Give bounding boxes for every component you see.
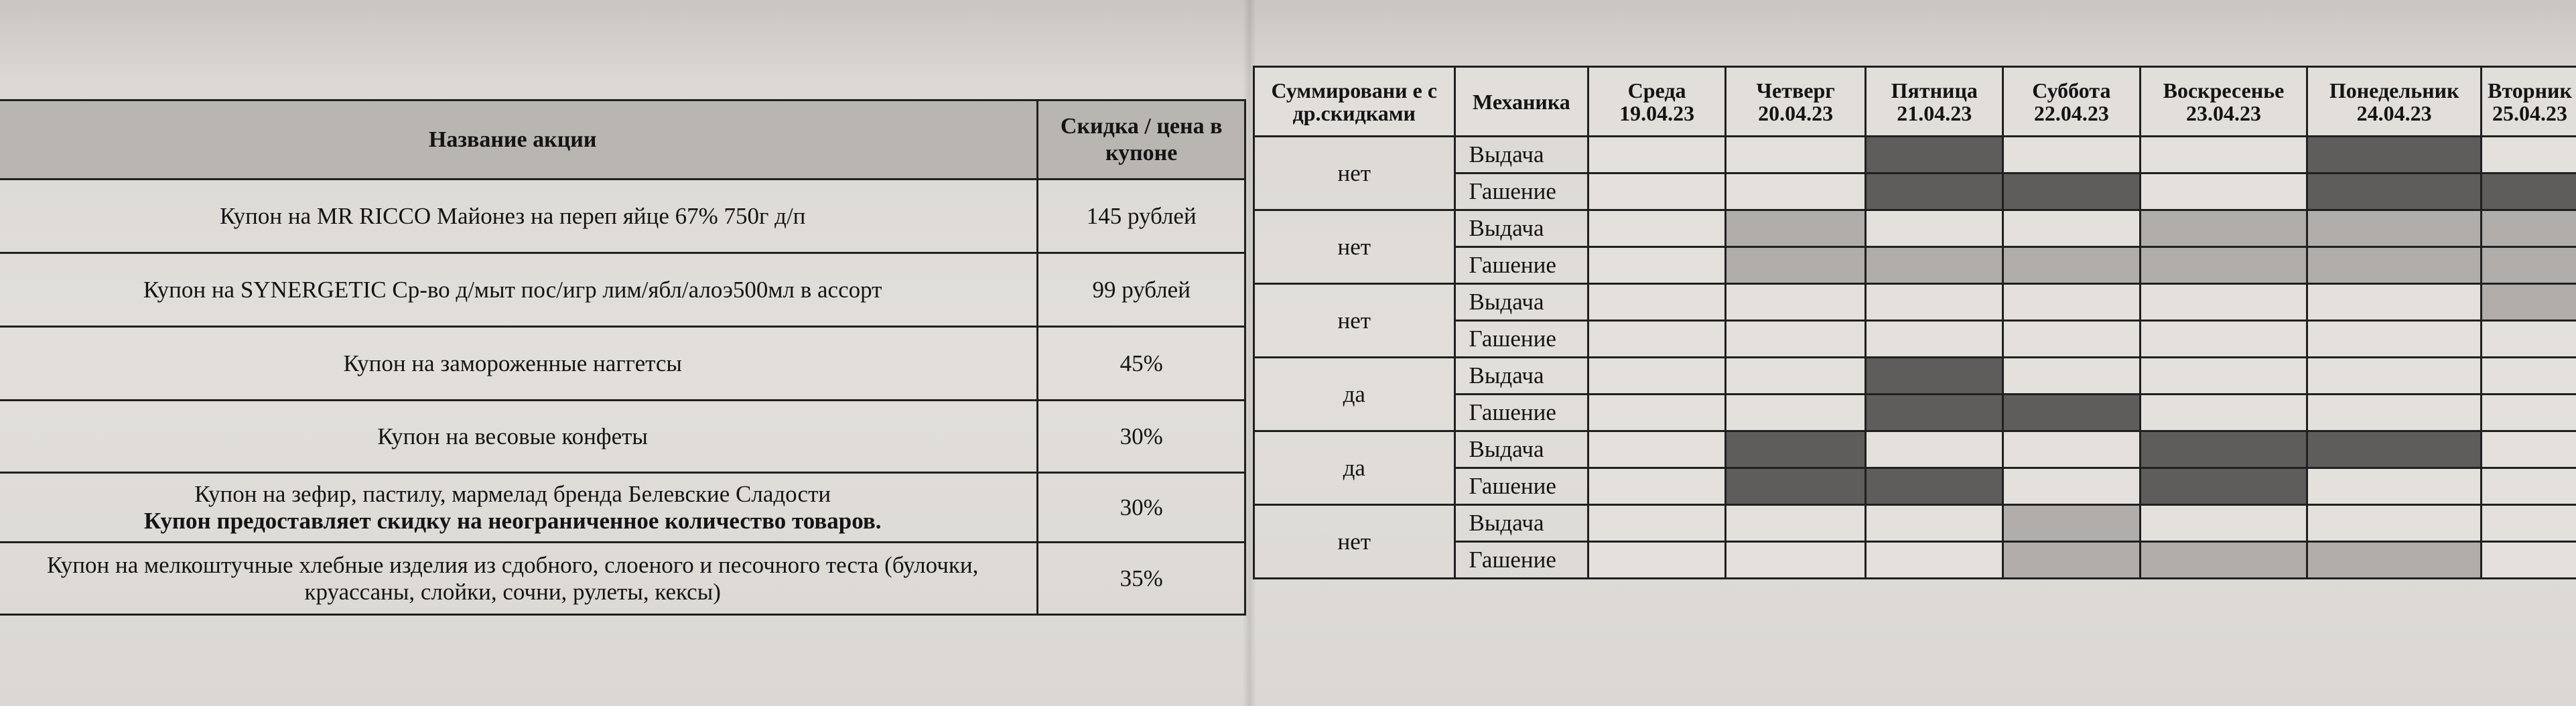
- schedule-cell: [2482, 431, 2576, 468]
- day-date: 24.04.23: [2356, 100, 2432, 125]
- schedule-cell: [2140, 210, 2307, 247]
- schedule-cell: [2482, 505, 2576, 542]
- schedule-cell: [2003, 542, 2141, 579]
- schedule-cell: [1725, 247, 1866, 284]
- schedule-cell: [2307, 173, 2482, 210]
- table-row: [0, 253, 1245, 327]
- day-name: Суббота: [2032, 78, 2111, 102]
- summing-value: да: [1254, 358, 1455, 431]
- schedule-cell: [1588, 321, 1726, 358]
- schedule-cell: [1725, 358, 1866, 395]
- mechanics-issue: Выдача: [1454, 137, 1588, 173]
- promo-discount: 99 рублей: [1038, 253, 1245, 327]
- mechanics-redeem: Гашение: [1454, 542, 1588, 579]
- schedule-row: [1254, 358, 2576, 395]
- summing-value: нет: [1254, 284, 1455, 358]
- schedule-cell: [2140, 431, 2307, 468]
- schedule-cell: [1725, 431, 1866, 468]
- day-date: 19.04.23: [1619, 100, 1695, 125]
- schedule-cell: [1588, 505, 1726, 542]
- schedule-cell: [1725, 395, 1866, 431]
- schedule-cell: [2140, 137, 2307, 173]
- promo-name: Купон на весовые конфеты: [0, 401, 1038, 473]
- schedule-cell: [1588, 468, 1726, 505]
- promo-discount: 30%: [1038, 401, 1245, 473]
- schedule-cell: [2003, 468, 2141, 505]
- promo-name: [0, 473, 1038, 543]
- schedule-cell: [2140, 358, 2307, 395]
- day-name: Среда: [1627, 78, 1686, 102]
- schedule-row: [1254, 431, 2576, 468]
- schedule-cell: [2307, 210, 2482, 247]
- schedule-cell: [2003, 321, 2141, 358]
- promo-discount-header: Скидка / цена в купоне: [1038, 100, 1245, 180]
- schedule-cell: [2307, 395, 2482, 431]
- schedule-cell: [1588, 431, 1726, 468]
- schedule-cell: [2140, 321, 2307, 358]
- schedule-cell: [1866, 358, 2003, 395]
- day-header: [2307, 67, 2482, 137]
- schedule-cell: [1866, 173, 2003, 210]
- schedule-cell: [1866, 284, 2003, 321]
- schedule-cell: [2307, 321, 2482, 358]
- mechanics-issue: Выдача: [1454, 284, 1588, 321]
- schedule-cell: [1588, 173, 1726, 210]
- mechanics-issue: Выдача: [1454, 358, 1588, 395]
- schedule-cell: [1588, 247, 1726, 284]
- schedule-cell: [2307, 284, 2482, 321]
- schedule-cell: [1866, 505, 2003, 542]
- promo-name-text: Купон на зефир, пастилу, мармелад бренда Белевские Сладости: [194, 480, 831, 507]
- schedule-cell: [1866, 137, 2003, 173]
- schedule-cell: [2003, 173, 2141, 210]
- schedule-cell: [2307, 542, 2482, 579]
- schedule-cell: [2003, 395, 2141, 431]
- schedule-cell: [2307, 431, 2482, 468]
- schedule-cell: [2482, 137, 2576, 173]
- schedule-cell: [1588, 395, 1726, 431]
- schedule-cell: [2140, 395, 2307, 431]
- schedule-cell: [2482, 395, 2576, 431]
- schedule-cell: [1725, 321, 1866, 358]
- day-date: 22.04.23: [2033, 100, 2109, 125]
- day-name: Пятница: [1891, 78, 1978, 102]
- schedule-cell: [1588, 358, 1726, 395]
- schedule-cell: [2482, 210, 2576, 247]
- promo-header-row: [0, 100, 1245, 180]
- schedule-cell: [2307, 137, 2482, 173]
- schedule-cell: [2307, 358, 2482, 395]
- mechanics-redeem: Гашение: [1454, 321, 1588, 358]
- day-date: 21.04.23: [1897, 100, 1972, 125]
- promo-name: Купон на мелкоштучные хлебные изделия из сдобного, слоеного и песочного теста (булочки, круассаны, слойки, сочни, рулеты, кексы): [0, 543, 1038, 615]
- day-name: Воскресенье: [2163, 78, 2285, 102]
- schedule-row: [1254, 137, 2576, 173]
- schedule-cell: [1866, 542, 2003, 579]
- schedule-cell: [1725, 210, 1866, 247]
- schedule-cell: [1866, 468, 2003, 505]
- mechanics-redeem: Гашение: [1454, 395, 1588, 431]
- schedule-cell: [1725, 284, 1866, 321]
- summing-value: да: [1254, 431, 1455, 505]
- day-name: Понедельник: [2329, 78, 2459, 102]
- table-row: [0, 180, 1245, 253]
- day-header: [2140, 67, 2307, 137]
- day-date: 25.04.23: [2492, 100, 2567, 125]
- mechanics-redeem: Гашение: [1454, 173, 1588, 210]
- schedule-cell: [1588, 284, 1726, 321]
- promo-discount: 30%: [1038, 473, 1245, 543]
- schedule-row: [1254, 284, 2576, 321]
- mechanics-redeem: Гашение: [1454, 247, 1588, 284]
- summing-value: нет: [1254, 210, 1455, 284]
- schedule-cell: [1725, 468, 1866, 505]
- schedule-cell: [2482, 284, 2576, 321]
- promo-note: Купон предоставляет скидку на неограниченное количество товаров.: [143, 507, 882, 534]
- schedule-cell: [2003, 284, 2141, 321]
- day-header: [1866, 67, 2003, 137]
- schedule-cell: [2140, 505, 2307, 542]
- schedule-cell: [2003, 431, 2141, 468]
- table-row: [0, 401, 1245, 473]
- day-header: [1588, 67, 1726, 137]
- mechanics-issue: Выдача: [1454, 431, 1588, 468]
- summing-value: нет: [1254, 505, 1455, 579]
- mechanics-issue: Выдача: [1454, 210, 1588, 247]
- schedule-cell: [2140, 247, 2307, 284]
- day-name: Вторник: [2488, 78, 2572, 102]
- schedule-cell: [2140, 542, 2307, 579]
- promo-discount: 35%: [1038, 543, 1245, 615]
- schedule-cell: [2003, 358, 2141, 395]
- schedule-cell: [2482, 173, 2576, 210]
- schedule-cell: [2482, 321, 2576, 358]
- mechanics-header: Механика: [1454, 67, 1588, 137]
- day-header: [2482, 67, 2576, 137]
- mechanics-issue: Выдача: [1454, 505, 1588, 542]
- schedule-cell: [2482, 247, 2576, 284]
- promo-discount: 45%: [1038, 327, 1245, 401]
- schedule-body: [1254, 137, 2576, 579]
- schedule-cell: [1588, 210, 1726, 247]
- schedule-cell: [1725, 137, 1866, 173]
- day-date: 23.04.23: [2185, 100, 2261, 125]
- schedule-cell: [1866, 431, 2003, 468]
- promo-name: Купон на MR RICCO Майонез на переп яйце 67% 750г д/п: [0, 180, 1038, 253]
- promo-name: Купон на SYNERGETIC Ср-во д/мыт пос/игр лим/ябл/алоэ500мл в ассорт: [0, 253, 1038, 327]
- summing-header: Суммировани е с др.скидками: [1254, 67, 1455, 137]
- table-row: [0, 543, 1245, 615]
- schedule-cell: [1866, 395, 2003, 431]
- mechanics-redeem: Гашение: [1454, 468, 1588, 505]
- day-date: 20.04.23: [1758, 100, 1834, 125]
- schedule-cell: [1866, 321, 2003, 358]
- schedule-cell: [2003, 137, 2141, 173]
- schedule-cell: [2140, 284, 2307, 321]
- schedule-cell: [1588, 137, 1726, 173]
- schedule-cell: [1866, 210, 2003, 247]
- summing-value: нет: [1254, 137, 1455, 210]
- schedule-row: [1254, 210, 2576, 247]
- promo-name: Купон на замороженные наггетсы: [0, 327, 1038, 401]
- schedule-cell: [1725, 505, 1866, 542]
- promo-table: [0, 99, 1246, 616]
- schedule-cell: [2003, 505, 2141, 542]
- schedule-cell: [2482, 468, 2576, 505]
- table-row: [0, 327, 1245, 401]
- schedule-cell: [2140, 468, 2307, 505]
- schedule-cell: [2307, 505, 2482, 542]
- schedule-cell: [1866, 247, 2003, 284]
- promo-name-header: Название акции: [0, 100, 1038, 180]
- schedule-cell: [2482, 358, 2576, 395]
- schedule-row: [1254, 505, 2576, 542]
- schedule-cell: [2003, 247, 2141, 284]
- table-row: [0, 473, 1245, 543]
- day-name: Четверг: [1756, 78, 1835, 102]
- schedule-cell: [1725, 542, 1866, 579]
- schedule-cell: [2482, 542, 2576, 579]
- promo-discount: 145 рублей: [1038, 180, 1245, 253]
- schedule-cell: [2307, 468, 2482, 505]
- schedule-cell: [1588, 542, 1726, 579]
- schedule-table: [1253, 66, 2576, 579]
- schedule-cell: [2140, 173, 2307, 210]
- schedule-cell: [1725, 173, 1866, 210]
- day-header: [2003, 67, 2141, 137]
- schedule-cell: [2307, 247, 2482, 284]
- schedule-header-row: [1254, 67, 2576, 137]
- day-header: [1725, 67, 1866, 137]
- schedule-cell: [2003, 210, 2141, 247]
